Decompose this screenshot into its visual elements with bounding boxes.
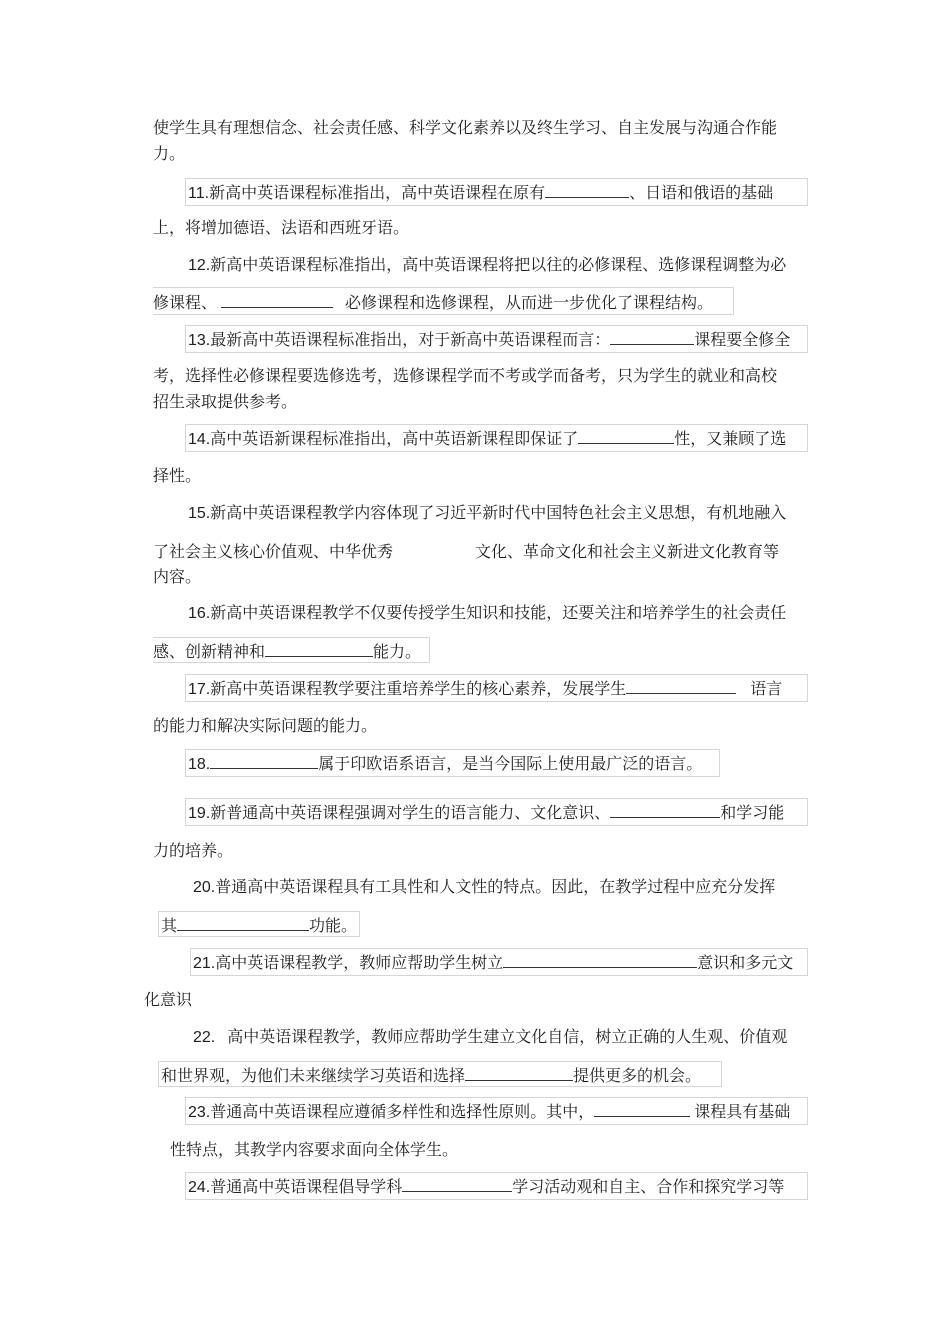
q21-text-2: 意识和多元文 (697, 953, 794, 972)
q11-blank[interactable] (545, 181, 629, 198)
q23-line-2: 性特点，其教学内容要求面向全体学生。 (170, 1140, 459, 1159)
q13-text: 最新高中英语课程标准指出，对于新高中英语课程而言： (210, 330, 611, 349)
q21-text: 高中英语课程教学，教师应帮助学生树立 (215, 953, 504, 972)
q20-text: 普通高中英语课程具有工具性和人文性的特点。因此，在教学过程中应充分发挥 (215, 877, 776, 896)
q15-line-2 (153, 541, 779, 563)
q18-text: 属于印欧语系语言，是当今国际上使用最广泛的语言。 (318, 754, 703, 773)
q14-text: 高中英语新课程标准指出，高中英语新课程即保证了 (210, 429, 579, 448)
q21-blank[interactable] (503, 951, 697, 968)
q16-text-2: 感、创新精神和 (153, 642, 266, 661)
q21-number: 21. (193, 955, 216, 972)
q16-blank[interactable] (265, 640, 373, 657)
q14-line-2: 择性。 (153, 466, 202, 485)
q24-text: 普通高中英语课程倡导学科 (210, 1177, 403, 1196)
q17-text: 新高中英语课程教学要注重培养学生的核心素养，发展学生 (210, 679, 627, 698)
q15-text-2: 了社会主义核心价值观、中华优秀 (153, 542, 394, 561)
q20-blank[interactable] (177, 914, 309, 931)
q12-text: 新高中英语课程标准指出，高中英语课程将把以往的必修课程、选修课程调整为必 (210, 255, 787, 274)
q13-number: 13. (188, 332, 211, 349)
q21-line-2: 化意识 (144, 990, 193, 1009)
q13-line-3: 招生录取提供参考。 (153, 392, 298, 411)
q21-line-1 (193, 951, 793, 973)
q24-number: 24. (188, 1179, 211, 1196)
q12-number: 12. (188, 257, 211, 274)
q18-line-1 (188, 752, 702, 774)
q22-blank[interactable] (465, 1064, 573, 1081)
q22-text-2: 和世界观，为他们未来继续学习英语和选择 (161, 1066, 466, 1085)
q12-text-2: 修课程、 (153, 293, 218, 312)
q14-number: 14. (188, 431, 211, 448)
q15-line-1 (188, 502, 786, 524)
q11-line-2: 上，将增加德语、法语和西班牙语。 (153, 218, 410, 237)
q17-line-1 (188, 677, 782, 699)
q15-text: 新高中英语课程教学内容体现了习近平新时代中国特色社会主义思想，有机地融入 (210, 503, 787, 522)
q19-line-2: 力的培养。 (153, 841, 234, 860)
q16-line-2 (153, 640, 421, 662)
q16-number: 16. (188, 605, 211, 622)
q13-blank[interactable] (610, 328, 694, 345)
q19-line-1 (188, 801, 784, 823)
q23-number: 23. (188, 1104, 211, 1121)
q19-text-2: 和学习能 (720, 803, 785, 822)
q15-line-3: 内容。 (153, 567, 202, 586)
q13-text-2: 课程要全修全 (694, 330, 791, 349)
q22-number: 22. (193, 1029, 216, 1046)
q16-text: 新高中英语课程教学不仅要传授学生知识和技能，还要关注和培养学生的社会责任 (210, 603, 787, 622)
q13-line-2: 考，选择性必修课程要选修选考，选修课程学而不考或学而备考，只为学生的就业和高校 (153, 366, 778, 385)
q23-blank[interactable] (594, 1100, 690, 1117)
q13-line-1 (188, 328, 790, 350)
intro-line-2: 力。 (153, 144, 186, 163)
q22-text-3: 提供更多的机会。 (573, 1066, 702, 1085)
q14-text-2: 性，又兼顾了选 (674, 429, 787, 448)
q24-line-1 (188, 1175, 784, 1197)
q15-text-3: 文化、革命文化和社会主义新进文化教育等 (475, 542, 780, 561)
q19-text: 新普通高中英语课程强调对学生的语言能力、文化意识、 (210, 803, 611, 822)
q11-text-2: 、日语和俄语的基础 (629, 183, 774, 202)
q20-number: 20. (193, 879, 216, 896)
intro-line-1: 使学生具有理想信念、社会责任感、科学文化素养以及终生学习、自主发展与沟通合作能 (153, 118, 778, 137)
q20-text-2: 其 (161, 916, 178, 935)
q16-text-3: 能力。 (373, 642, 422, 661)
q23-text: 普通高中英语课程应遵循多样性和选择性原则。其中， (210, 1102, 595, 1121)
q18-blank[interactable] (210, 752, 318, 769)
q14-blank[interactable] (578, 427, 674, 444)
q12-text-3: 必修课程和选修课程，从而进一步优化了课程结构。 (345, 293, 714, 312)
q12-line-1 (188, 254, 786, 276)
q12-line-2 (153, 291, 713, 313)
q23-line-1 (188, 1100, 790, 1122)
q17-text-2: 语言 (750, 679, 783, 698)
q20-text-3: 功能。 (309, 916, 358, 935)
q20-line-2 (161, 914, 357, 936)
q17-line-2: 的能力和解决实际问题的能力。 (153, 716, 378, 735)
q22-line-2 (161, 1064, 701, 1086)
q18-number: 18. (188, 756, 211, 773)
q11-number: 11. (188, 185, 210, 202)
q16-line-1 (188, 602, 786, 624)
q12-blank[interactable] (221, 291, 333, 308)
q22-line-1 (193, 1026, 787, 1048)
q22-text: 高中英语课程教学，教师应帮助学生建立文化自信，树立正确的人生观、价值观 (227, 1027, 788, 1046)
q24-blank[interactable] (402, 1175, 512, 1192)
q15-number: 15. (188, 505, 211, 522)
q23-text-2: 课程具有基础 (694, 1102, 791, 1121)
q17-number: 17. (188, 681, 211, 698)
q20-line-1 (193, 876, 775, 898)
q11-line-1 (188, 181, 773, 203)
q19-number: 19. (188, 805, 211, 822)
q11-text: 新高中英语课程标准指出，高中英语课程在原有 (209, 183, 546, 202)
q24-text-2: 学习活动观和自主、合作和探究学习等 (512, 1177, 785, 1196)
q17-blank[interactable] (626, 677, 736, 694)
q19-blank[interactable] (610, 801, 720, 818)
q14-line-1 (188, 427, 786, 449)
